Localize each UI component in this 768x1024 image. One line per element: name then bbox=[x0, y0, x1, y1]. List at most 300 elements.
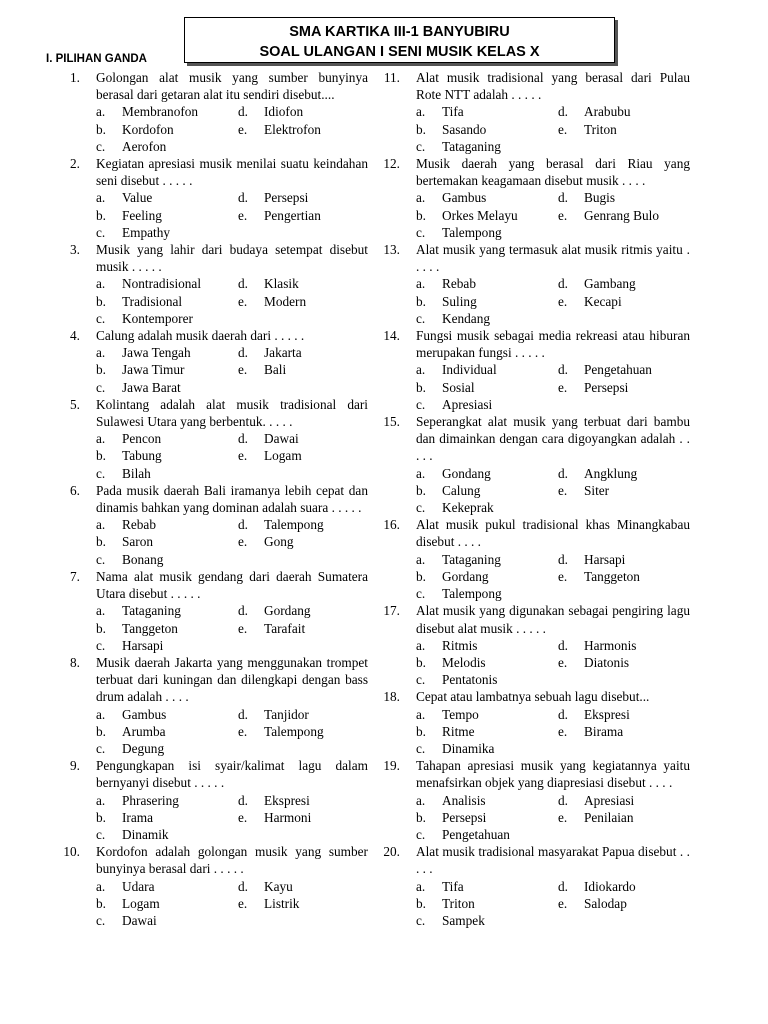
answer-option bbox=[416, 585, 558, 602]
question-number: 17. bbox=[383, 603, 400, 619]
option-text: Siter bbox=[584, 482, 610, 498]
answer-option bbox=[416, 103, 558, 120]
answer-options-row bbox=[416, 895, 690, 912]
answer-option bbox=[238, 344, 302, 361]
answer-options-row bbox=[96, 740, 368, 757]
answer-option bbox=[238, 602, 311, 619]
option-letter: e. bbox=[558, 207, 568, 223]
question-text: Alat musik pukul tradisional khas Minangkabau disebut . . . . bbox=[416, 517, 690, 550]
option-letter: c. bbox=[96, 826, 106, 842]
answer-option bbox=[416, 878, 558, 895]
option-letter: a. bbox=[416, 276, 426, 292]
answer-option bbox=[416, 671, 558, 688]
option-letter: c. bbox=[96, 912, 106, 928]
answer-options-row bbox=[416, 568, 690, 585]
option-letter: c. bbox=[416, 740, 426, 756]
option-letter: d. bbox=[558, 104, 568, 120]
option-text: Kecapi bbox=[584, 293, 622, 309]
question-item bbox=[60, 757, 368, 843]
option-letter: d. bbox=[238, 190, 248, 206]
answer-options-row bbox=[96, 551, 368, 568]
question-number: 6. bbox=[70, 482, 80, 498]
answer-option bbox=[558, 895, 627, 912]
option-letter: e. bbox=[238, 121, 248, 137]
option-letter: c. bbox=[96, 138, 106, 154]
option-letter: a. bbox=[96, 517, 106, 533]
option-text: Genrang Bulo bbox=[584, 207, 659, 223]
answer-options-row bbox=[96, 430, 368, 447]
answer-options-row bbox=[96, 723, 368, 740]
answer-option bbox=[96, 740, 238, 757]
option-text: Triton bbox=[442, 895, 475, 911]
answer-options-row bbox=[96, 602, 368, 619]
option-letter: c. bbox=[96, 465, 106, 481]
questions-column-right bbox=[380, 69, 690, 929]
option-text: Dinamik bbox=[122, 826, 169, 842]
answer-options-row bbox=[416, 310, 690, 327]
option-letter: e. bbox=[558, 654, 568, 670]
answer-options-row bbox=[416, 671, 690, 688]
answer-option bbox=[558, 706, 630, 723]
option-letter: c. bbox=[416, 396, 426, 412]
answer-option bbox=[416, 895, 558, 912]
option-text: Tanggeton bbox=[584, 568, 640, 584]
option-text: Kayu bbox=[264, 878, 293, 894]
option-text: Penilaian bbox=[584, 809, 634, 825]
option-letter: d. bbox=[238, 878, 248, 894]
option-text: Persepsi bbox=[264, 190, 309, 206]
option-text: Arumba bbox=[122, 723, 166, 739]
answer-option bbox=[96, 207, 238, 224]
option-letter: b. bbox=[96, 362, 106, 378]
answer-options-row bbox=[416, 379, 690, 396]
question-item bbox=[60, 396, 368, 482]
option-text: Kontemporer bbox=[122, 310, 193, 326]
option-text: Tataganing bbox=[442, 138, 501, 154]
option-text: Talempong bbox=[264, 517, 324, 533]
option-letter: d. bbox=[238, 104, 248, 120]
option-letter: a. bbox=[96, 878, 106, 894]
option-text: Jawa Timur bbox=[122, 362, 185, 378]
option-letter: d. bbox=[558, 551, 568, 567]
answer-option bbox=[558, 482, 609, 499]
option-letter: d. bbox=[558, 706, 568, 722]
answer-options-row bbox=[96, 912, 368, 929]
option-letter: e. bbox=[238, 620, 248, 636]
answer-option bbox=[96, 310, 238, 327]
answer-option bbox=[238, 207, 321, 224]
answer-option bbox=[558, 275, 636, 292]
answer-options-row bbox=[416, 654, 690, 671]
option-letter: e. bbox=[558, 121, 568, 137]
answer-options-row bbox=[416, 723, 690, 740]
option-letter: b. bbox=[416, 895, 426, 911]
option-letter: d. bbox=[558, 465, 568, 481]
question-text: Seperangkat alat musik yang terbuat dari bambu dan dimainkan dengan cara digoyangkan adalah . . . . . bbox=[416, 414, 690, 464]
answer-options-row bbox=[416, 396, 690, 413]
option-text: Jakarta bbox=[264, 345, 302, 361]
option-text: Gambus bbox=[122, 706, 167, 722]
option-text: Kekeprak bbox=[442, 500, 494, 516]
answer-option bbox=[416, 809, 558, 826]
option-text: Persepsi bbox=[442, 809, 487, 825]
answer-option bbox=[238, 895, 299, 912]
option-text: Suling bbox=[442, 293, 477, 309]
answer-option bbox=[96, 706, 238, 723]
answer-option bbox=[416, 379, 558, 396]
question-item bbox=[60, 69, 368, 155]
answer-option bbox=[558, 637, 636, 654]
answer-options-row bbox=[96, 138, 368, 155]
answer-option bbox=[416, 654, 558, 671]
answer-options-row bbox=[416, 121, 690, 138]
option-text: Bonang bbox=[122, 551, 164, 567]
answer-option bbox=[238, 533, 294, 550]
answer-option bbox=[558, 379, 628, 396]
answer-option bbox=[416, 310, 558, 327]
answer-option bbox=[96, 224, 238, 241]
option-text: Triton bbox=[584, 121, 617, 137]
answer-option bbox=[558, 878, 636, 895]
option-text: Pengetahuan bbox=[584, 362, 652, 378]
answer-option bbox=[416, 826, 558, 843]
option-text: Idiofon bbox=[264, 104, 304, 120]
option-letter: d. bbox=[558, 792, 568, 808]
option-text: Gong bbox=[264, 534, 294, 550]
answer-options-row bbox=[96, 310, 368, 327]
answer-options-row bbox=[96, 207, 368, 224]
answer-option bbox=[416, 361, 558, 378]
option-text: Logam bbox=[122, 895, 160, 911]
option-text: Gordang bbox=[442, 568, 489, 584]
question-number: 13. bbox=[383, 242, 400, 258]
option-text: Jawa Barat bbox=[122, 379, 181, 395]
answer-option bbox=[96, 826, 238, 843]
option-letter: d. bbox=[238, 345, 248, 361]
answer-option bbox=[238, 189, 308, 206]
answer-options-row bbox=[96, 447, 368, 464]
option-text: Pentatonis bbox=[442, 672, 498, 688]
option-text: Udara bbox=[122, 878, 155, 894]
question-item bbox=[380, 241, 690, 327]
answer-option bbox=[96, 344, 238, 361]
option-letter: a. bbox=[96, 431, 106, 447]
option-letter: d. bbox=[238, 706, 248, 722]
option-text: Arabubu bbox=[584, 104, 631, 120]
answer-option bbox=[558, 568, 640, 585]
option-text: Talempong bbox=[264, 723, 324, 739]
question-text: Musik daerah Jakarta yang menggunakan trompet terbuat dari kuningan dan dilengkapi dengan bass drum adalah . . . . bbox=[96, 654, 368, 705]
option-text: Feeling bbox=[122, 207, 162, 223]
answer-option bbox=[238, 792, 310, 809]
answer-option bbox=[558, 361, 652, 378]
option-text: Bugis bbox=[584, 190, 616, 206]
answer-options-row bbox=[96, 516, 368, 533]
question-number: 11. bbox=[383, 70, 400, 85]
answer-option bbox=[558, 189, 615, 206]
option-text: Gambus bbox=[442, 190, 487, 206]
option-text: Value bbox=[122, 190, 153, 206]
option-letter: d. bbox=[238, 517, 248, 533]
answer-options-row bbox=[96, 361, 368, 378]
answer-option bbox=[96, 551, 238, 568]
option-letter: a. bbox=[416, 878, 426, 894]
option-letter: a. bbox=[96, 276, 106, 292]
option-text: Apresiasi bbox=[442, 396, 493, 412]
question-item bbox=[60, 155, 368, 241]
answer-option bbox=[416, 912, 558, 929]
answer-options-row bbox=[416, 189, 690, 206]
answer-option bbox=[238, 103, 303, 120]
answer-options-row bbox=[416, 103, 690, 120]
option-text: Gordang bbox=[264, 603, 311, 619]
question-number: 3. bbox=[70, 242, 80, 258]
option-text: Bilah bbox=[122, 465, 151, 481]
option-letter: b. bbox=[96, 207, 106, 223]
answer-option bbox=[416, 275, 558, 292]
answer-option bbox=[558, 121, 617, 138]
option-text: Saron bbox=[122, 534, 154, 550]
option-letter: c. bbox=[416, 586, 426, 602]
option-letter: a. bbox=[96, 104, 106, 120]
option-text: Membranofon bbox=[122, 104, 199, 120]
answer-option bbox=[416, 706, 558, 723]
option-letter: b. bbox=[416, 121, 426, 137]
option-text: Pencon bbox=[122, 431, 162, 447]
question-item bbox=[380, 688, 690, 757]
answer-options-row bbox=[96, 121, 368, 138]
answer-options-row bbox=[416, 224, 690, 241]
option-text: Tifa bbox=[442, 878, 464, 894]
answer-option bbox=[416, 465, 558, 482]
option-text: Harmonis bbox=[584, 637, 637, 653]
option-letter: d. bbox=[558, 362, 568, 378]
option-letter: e. bbox=[558, 809, 568, 825]
answer-options-row bbox=[96, 878, 368, 895]
answer-option bbox=[238, 809, 311, 826]
answer-option bbox=[238, 706, 309, 723]
answer-option bbox=[96, 430, 238, 447]
option-letter: a. bbox=[416, 551, 426, 567]
option-letter: c. bbox=[96, 740, 106, 756]
answer-option bbox=[238, 516, 324, 533]
answer-options-row bbox=[416, 809, 690, 826]
answer-options-row bbox=[96, 189, 368, 206]
answer-option bbox=[96, 293, 238, 310]
question-number: 20. bbox=[383, 844, 400, 860]
option-text: Tradisional bbox=[122, 293, 183, 309]
answer-options-row bbox=[416, 912, 690, 929]
option-letter: a. bbox=[96, 792, 106, 808]
option-letter: e. bbox=[238, 723, 248, 739]
option-letter: d. bbox=[558, 190, 568, 206]
answer-options-row bbox=[96, 533, 368, 550]
answer-option bbox=[238, 447, 302, 464]
option-text: Ekspresi bbox=[584, 706, 630, 722]
question-text: Pada musik daerah Bali iramanya lebih cepat dan dinamis bahkan yang dominan adalah suara . . . . . bbox=[96, 482, 368, 516]
answer-option bbox=[416, 293, 558, 310]
answer-options-row bbox=[96, 809, 368, 826]
question-item bbox=[380, 413, 690, 516]
option-letter: b. bbox=[416, 293, 426, 309]
answer-option bbox=[416, 482, 558, 499]
question-item bbox=[60, 654, 368, 757]
question-text: Tahapan apresiasi musik yang kegiatannya yaitu menafsirkan objek yang diapresiasi disebut . . . . bbox=[416, 758, 690, 791]
option-text: Rebab bbox=[122, 517, 156, 533]
option-text: Tabung bbox=[122, 448, 162, 464]
option-text: Gondang bbox=[442, 465, 491, 481]
option-text: Aerofon bbox=[122, 138, 167, 154]
answer-option bbox=[558, 654, 629, 671]
question-text: Kolintang adalah alat musik tradisional dari Sulawesi Utara yang berbentuk. . . . . bbox=[96, 396, 368, 430]
answer-options-row bbox=[416, 482, 690, 499]
answer-option bbox=[416, 121, 558, 138]
option-text: Harsapi bbox=[122, 637, 164, 653]
question-item bbox=[380, 843, 690, 929]
question-text: Nama alat musik gendang dari daerah Sumatera Utara disebut . . . . . bbox=[96, 568, 368, 602]
option-letter: c. bbox=[96, 310, 106, 326]
answer-option bbox=[96, 723, 238, 740]
option-letter: e. bbox=[558, 723, 568, 739]
option-text: Tataganing bbox=[442, 551, 501, 567]
question-text: Calung adalah musik daerah dari . . . . . bbox=[96, 328, 305, 344]
question-text: Fungsi musik sebagai media rekreasi atau hiburan merupakan fungsi . . . . . bbox=[416, 328, 690, 361]
answer-options-row bbox=[96, 344, 368, 361]
answer-option bbox=[96, 809, 238, 826]
question-number: 18. bbox=[383, 689, 400, 705]
option-text: Degung bbox=[122, 740, 165, 756]
answer-option bbox=[96, 138, 238, 155]
option-letter: d. bbox=[238, 276, 248, 292]
question-item bbox=[60, 568, 368, 654]
answer-option bbox=[416, 740, 558, 757]
answer-option bbox=[96, 602, 238, 619]
answer-option bbox=[416, 637, 558, 654]
answer-option bbox=[558, 293, 622, 310]
answer-option bbox=[558, 551, 625, 568]
question-number: 14. bbox=[383, 328, 400, 344]
option-letter: e. bbox=[238, 207, 248, 223]
option-text: Persepsi bbox=[584, 379, 629, 395]
option-text: Nontradisional bbox=[122, 276, 202, 292]
answer-options-row bbox=[96, 379, 368, 396]
answer-options-row bbox=[416, 465, 690, 482]
option-letter: a. bbox=[96, 345, 106, 361]
option-letter: e. bbox=[238, 448, 248, 464]
question-item bbox=[380, 516, 690, 602]
option-text: Ritme bbox=[442, 723, 475, 739]
option-text: Dawai bbox=[264, 431, 299, 447]
answer-options-row bbox=[416, 551, 690, 568]
option-text: Tarafait bbox=[264, 620, 306, 636]
option-text: Tanggeton bbox=[122, 620, 178, 636]
answer-option bbox=[416, 568, 558, 585]
option-letter: a. bbox=[416, 706, 426, 722]
question-item bbox=[380, 602, 690, 688]
answer-option bbox=[416, 396, 558, 413]
option-text: Listrik bbox=[264, 895, 300, 911]
answer-option bbox=[558, 792, 634, 809]
question-number: 15. bbox=[383, 414, 400, 430]
option-text: Angklung bbox=[584, 465, 638, 481]
question-item bbox=[380, 327, 690, 413]
option-letter: e. bbox=[238, 362, 248, 378]
option-text: Jawa Tengah bbox=[122, 345, 191, 361]
option-text: Dinamika bbox=[442, 740, 495, 756]
question-item bbox=[380, 155, 690, 241]
option-text: Diatonis bbox=[584, 654, 630, 670]
option-letter: b. bbox=[416, 809, 426, 825]
answer-option bbox=[96, 189, 238, 206]
option-letter: c. bbox=[96, 637, 106, 653]
answer-options-row bbox=[96, 637, 368, 654]
answer-option bbox=[96, 792, 238, 809]
question-text: Cepat atau lambatnya sebuah lagu disebut... bbox=[416, 689, 650, 705]
question-item bbox=[380, 69, 690, 155]
option-letter: b. bbox=[416, 654, 426, 670]
question-item bbox=[60, 327, 368, 396]
option-text: Klasik bbox=[264, 276, 299, 292]
option-text: Logam bbox=[264, 448, 302, 464]
option-letter: b. bbox=[96, 895, 106, 911]
option-text: Talempong bbox=[442, 586, 502, 602]
option-text: Tanjidor bbox=[264, 706, 309, 722]
answer-option bbox=[416, 551, 558, 568]
answer-option bbox=[238, 723, 324, 740]
answer-options-row bbox=[416, 361, 690, 378]
option-letter: c. bbox=[416, 672, 426, 688]
option-text: Rebab bbox=[442, 276, 476, 292]
option-letter: b. bbox=[416, 568, 426, 584]
answer-option bbox=[238, 121, 321, 138]
option-text: Dawai bbox=[122, 912, 157, 928]
question-number: 9. bbox=[70, 758, 80, 774]
option-text: Pengetahuan bbox=[442, 826, 510, 842]
question-number: 7. bbox=[70, 568, 80, 584]
option-text: Orkes Melayu bbox=[442, 207, 518, 223]
exam-header bbox=[184, 17, 615, 63]
option-text: Gambang bbox=[584, 276, 636, 292]
answer-option bbox=[416, 792, 558, 809]
answer-option bbox=[416, 207, 558, 224]
answer-option bbox=[96, 103, 238, 120]
answer-option bbox=[96, 637, 238, 654]
question-text: Kegiatan apresiasi musik menilai suatu keindahan seni disebut . . . . . bbox=[96, 156, 368, 189]
answer-options-row bbox=[96, 895, 368, 912]
option-letter: c. bbox=[416, 912, 426, 928]
answer-options-row bbox=[96, 620, 368, 637]
question-text: Kordofon adalah golongan musik yang sumber bunyinya berasal dari . . . . . bbox=[96, 844, 368, 877]
option-letter: b. bbox=[416, 482, 426, 498]
option-letter: e. bbox=[558, 482, 568, 498]
option-text: Modern bbox=[264, 293, 307, 309]
answer-option bbox=[96, 361, 238, 378]
option-letter: e. bbox=[558, 293, 568, 309]
option-text: Salodap bbox=[584, 895, 627, 911]
answer-option bbox=[238, 361, 286, 378]
option-letter: b. bbox=[96, 534, 106, 550]
question-number: 2. bbox=[70, 156, 80, 172]
section-title: I. PILIHAN GANDA bbox=[46, 53, 147, 65]
answer-options-row bbox=[96, 293, 368, 310]
answer-options-row bbox=[96, 224, 368, 241]
answer-option bbox=[416, 499, 558, 516]
question-number: 16. bbox=[383, 517, 400, 533]
option-text: Harmoni bbox=[264, 809, 312, 825]
school-name: SMA KARTIKA III-1 BANYUBIRU bbox=[289, 24, 510, 40]
question-text: Musik yang lahir dari budaya setempat disebut musik . . . . . bbox=[96, 242, 368, 275]
answer-option bbox=[238, 275, 299, 292]
